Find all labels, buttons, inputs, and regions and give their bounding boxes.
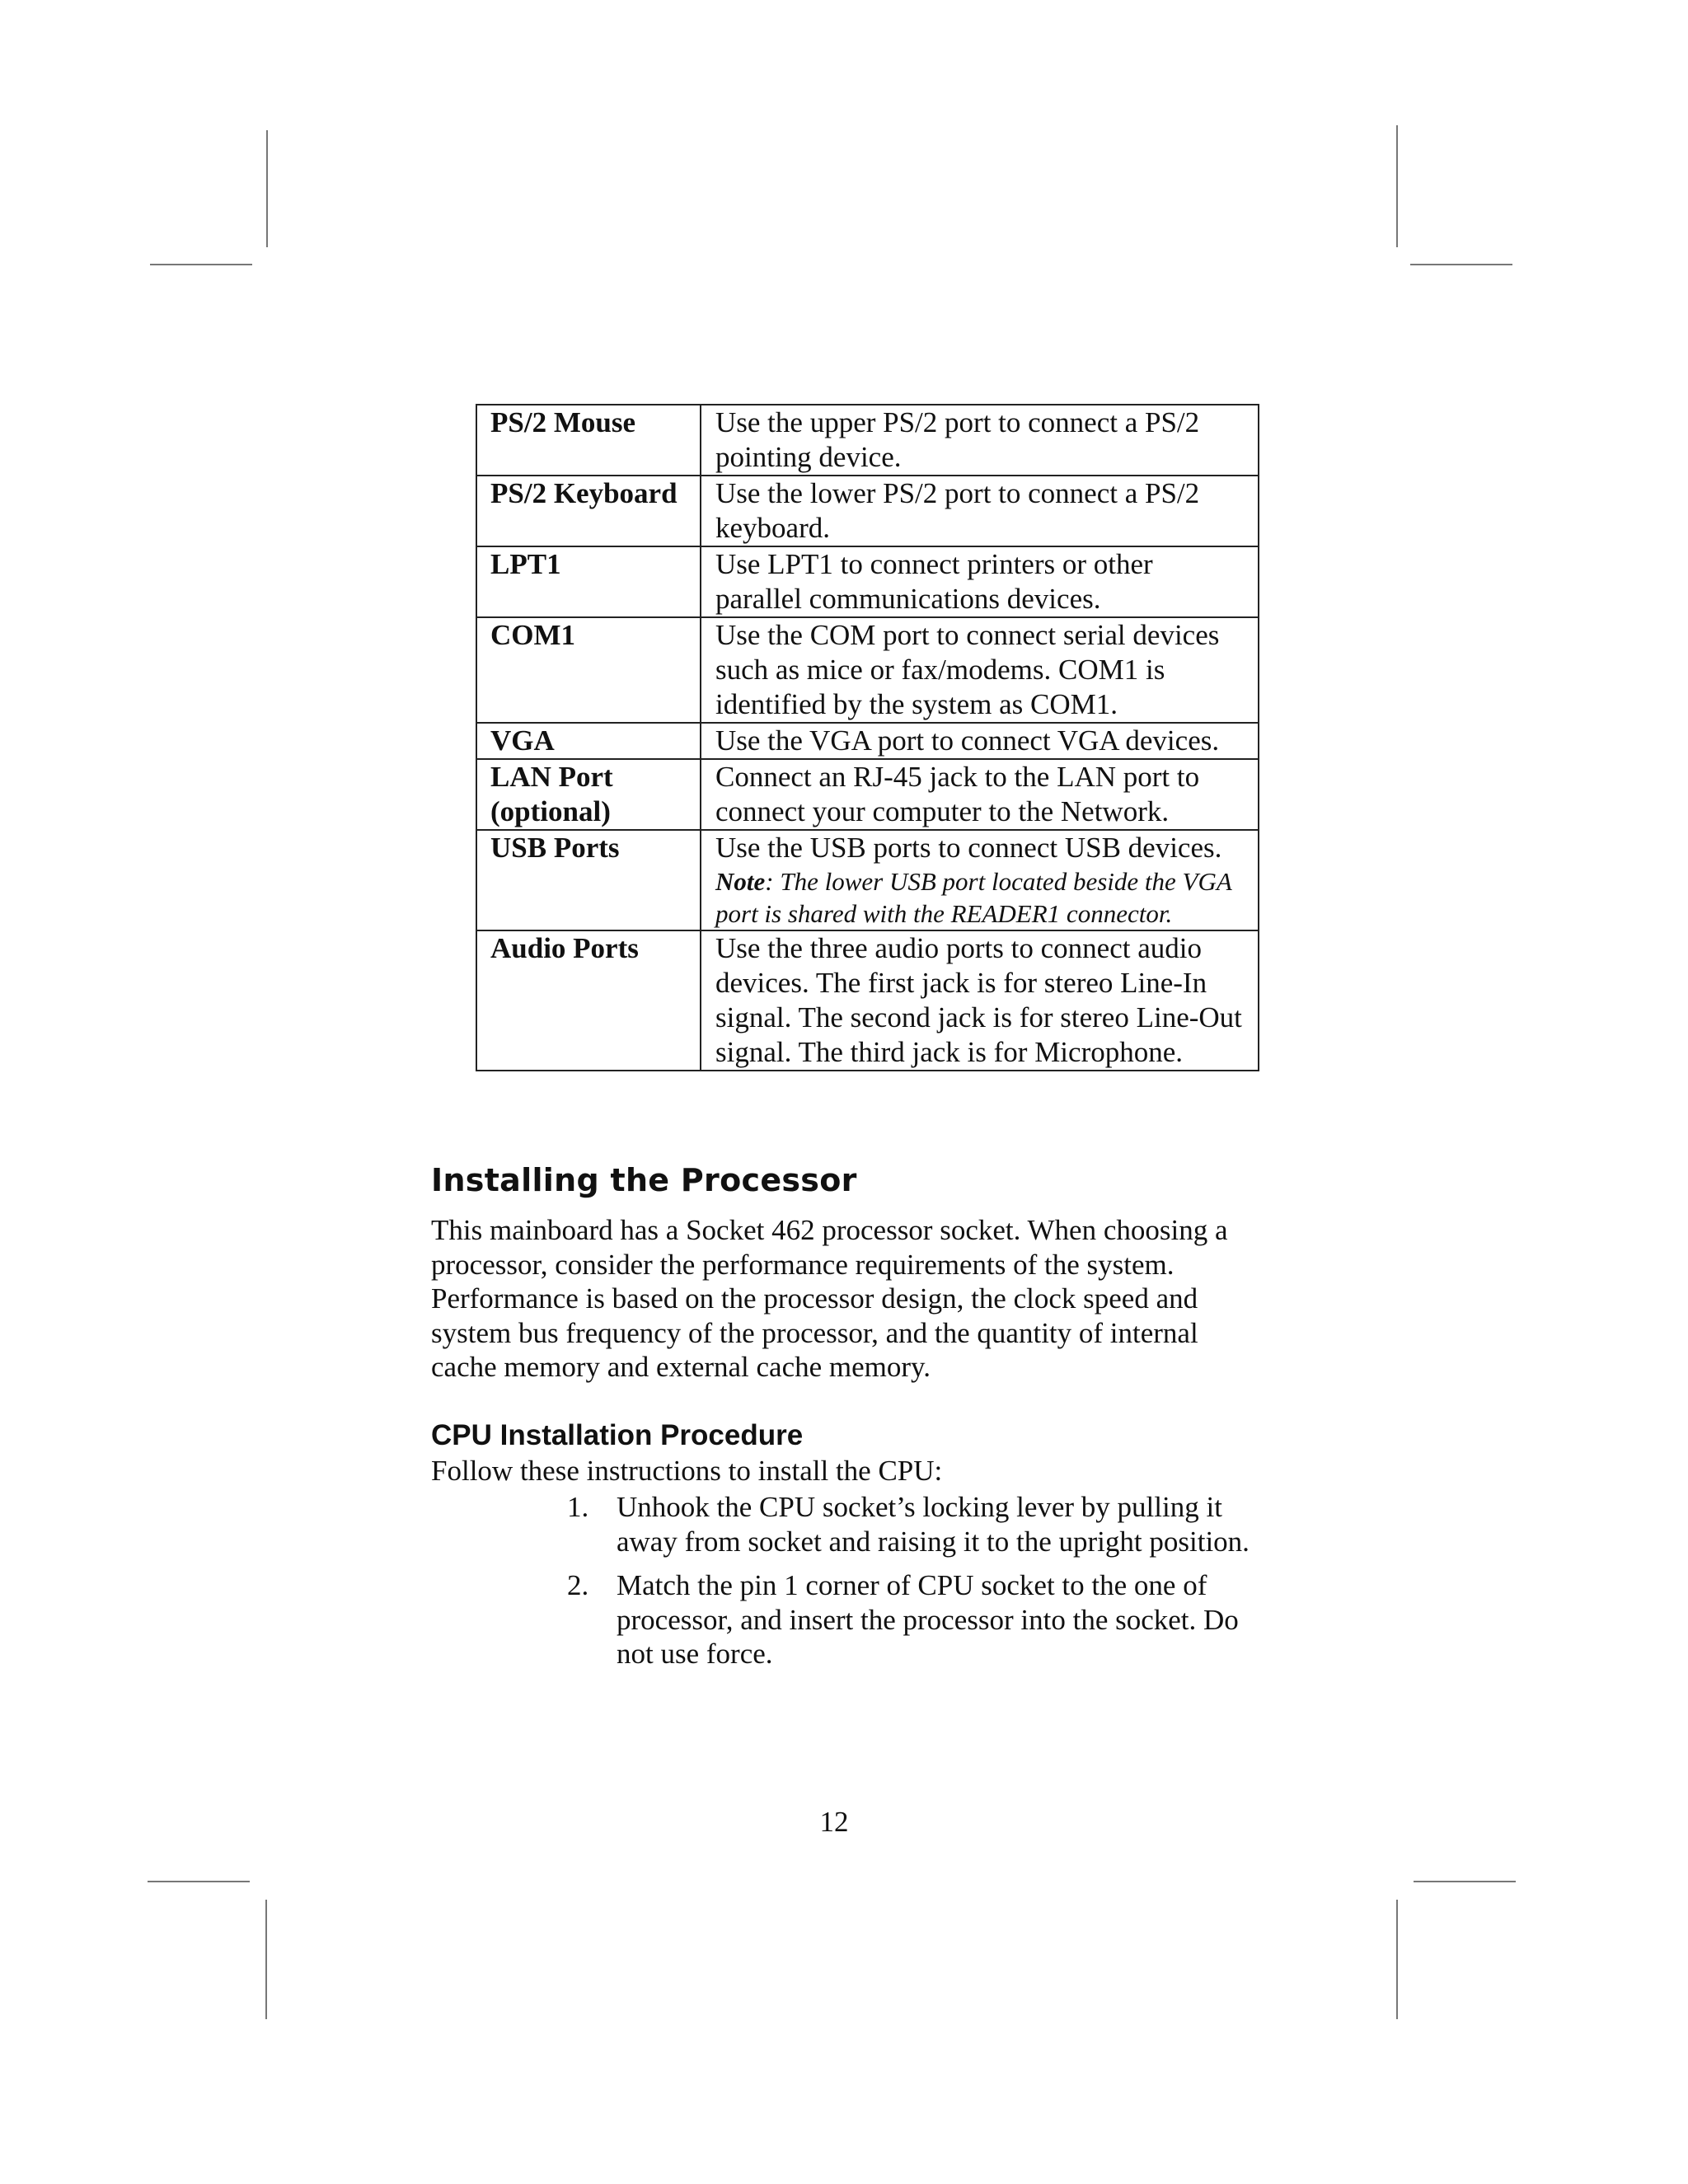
port-name: COM1 — [476, 617, 701, 723]
port-description: Use LPT1 to connect printers or other parallel communications devices. — [701, 546, 1259, 617]
port-description: Use the lower PS/2 port to connect a PS/2 keyboard. — [701, 476, 1259, 546]
table-row — [476, 546, 1259, 617]
port-description: Use the three audio ports to connect audio devices. The first jack is for stereo Line-In signal. The second jack is for stereo Line-Out signal. The third jack is for Microphone. — [701, 930, 1259, 1071]
port-name: PS/2 Mouse — [476, 405, 701, 476]
step-text: Match the pin 1 corner of CPU socket to the one of processor, and insert the processor into the socket. Do not use force. — [617, 1569, 1239, 1671]
port-description-cell — [701, 830, 1259, 930]
list-item — [560, 1568, 1253, 1671]
usb-note — [715, 865, 1246, 930]
crop-mark-top-left-vertical — [266, 130, 268, 247]
port-description: Use the COM port to connect serial devices such as mice or fax/modems. COM1 is identified by the system as COM1. — [701, 617, 1259, 723]
note-label: Note — [715, 867, 766, 896]
crop-mark-bottom-right-horizontal — [1414, 1881, 1516, 1882]
section-heading-installing-processor: Installing the Processor — [431, 1162, 857, 1198]
port-name — [476, 759, 701, 830]
table-row — [476, 830, 1259, 930]
page-number: 12 — [819, 1806, 849, 1838]
port-description: Use the USB ports to connect USB devices. — [715, 832, 1222, 864]
port-name: LPT1 — [476, 546, 701, 617]
port-description: Use the upper PS/2 port to connect a PS/2 pointing device. — [701, 405, 1259, 476]
crop-mark-bottom-left-horizontal — [148, 1881, 250, 1882]
port-name-line: (optional) — [490, 795, 611, 827]
list-item — [560, 1490, 1253, 1558]
crop-mark-top-right-vertical — [1396, 125, 1398, 247]
crop-mark-top-right-horizontal — [1410, 264, 1512, 265]
cpu-steps-list — [560, 1490, 1253, 1681]
table-row — [476, 930, 1259, 1071]
step-text: Unhook the CPU socket’s locking lever by pulling it away from socket and raising it to the upright position. — [617, 1491, 1250, 1558]
processor-paragraph: This mainboard has a Socket 462 processor socket. When choosing a processor, consider the performance requirements of the system. Performance is based on the processor design, the clock speed and system bus frequency of the processor, and the quantity of internal cache memory and external cache memory. — [431, 1214, 1228, 1384]
cpu-intro-text: Follow these instructions to install the CPU: — [431, 1455, 943, 1487]
crop-mark-bottom-right-vertical — [1396, 1900, 1398, 2019]
section-heading-cpu-installation: CPU Installation Procedure — [431, 1419, 804, 1451]
crop-mark-top-left-horizontal — [150, 264, 252, 265]
port-name-line: LAN Port — [490, 761, 613, 793]
port-description: Connect an RJ-45 jack to the LAN port to connect your computer to the Network. — [701, 759, 1259, 830]
table-row — [476, 723, 1259, 759]
table-row — [476, 476, 1259, 546]
port-name: PS/2 Keyboard — [476, 476, 701, 546]
port-description: Use the VGA port to connect VGA devices. — [701, 723, 1259, 759]
crop-mark-bottom-left-vertical — [265, 1900, 267, 2019]
port-name: Audio Ports — [476, 930, 701, 1071]
step-number: 2. — [567, 1569, 589, 1602]
port-name: USB Ports — [476, 830, 701, 930]
ports-table — [476, 404, 1259, 1071]
step-number: 1. — [567, 1491, 589, 1523]
table-row — [476, 759, 1259, 830]
table-row — [476, 617, 1259, 723]
table-row — [476, 405, 1259, 476]
port-name: VGA — [476, 723, 701, 759]
note-text: : The lower USB port located beside the VGA port is shared with the READER1 connector. — [715, 867, 1232, 928]
